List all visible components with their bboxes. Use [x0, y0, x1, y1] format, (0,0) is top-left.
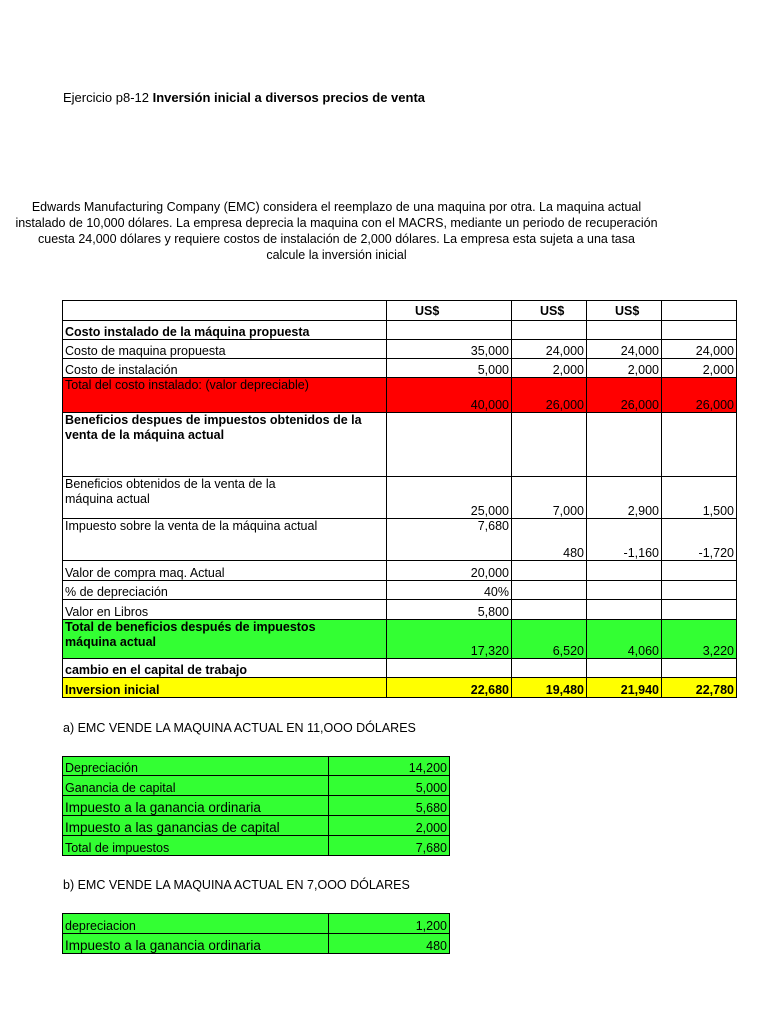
row-value: [662, 600, 737, 620]
header-cell: US$: [587, 301, 662, 321]
initial-investment-row: [63, 678, 737, 698]
row-label: Impuesto a las ganancias de capital: [63, 816, 329, 836]
table-row: [63, 581, 737, 600]
table-row: [63, 340, 737, 359]
row-value: [387, 321, 512, 340]
row-value: 1,500: [662, 477, 737, 519]
row-value: [587, 413, 662, 477]
section-a-heading: a) EMC VENDE LA MAQUINA ACTUAL EN 11,OOO DÓLARES: [63, 721, 416, 735]
row-label: Costo de instalación: [63, 359, 387, 378]
row-value: 6,520: [512, 620, 587, 659]
row-label: Valor de compra maq. Actual: [63, 561, 387, 581]
row-value: [587, 659, 662, 678]
intro-line: cuesta 24,000 dólares y requiere costos de instalación de 2,000 dólares. La empresa esta sujeta a una tasa: [38, 232, 635, 246]
header-cell: US$: [387, 301, 512, 321]
row-label: depreciacion: [63, 914, 329, 934]
row-label: Total de beneficios después de impuestos máquina actual: [63, 620, 387, 659]
row-value: 2,000: [512, 359, 587, 378]
row-label: Total de impuestos: [63, 836, 329, 856]
section-b-table: [62, 913, 450, 954]
header-cell: US$: [512, 301, 587, 321]
row-value: 24,000: [662, 340, 737, 359]
exercise-title-prefix: Ejercicio p8-12: [63, 90, 153, 105]
row-label: Impuesto sobre la venta de la máquina actual: [63, 519, 387, 561]
row-value: 40%: [387, 581, 512, 600]
table-row: [63, 659, 737, 678]
intro-line: instalado de 10,000 dólares. La empresa deprecia la maquina con el MACRS, mediante un periodo de recuperación: [15, 216, 658, 230]
row-value: [662, 413, 737, 477]
section-b-heading: b) EMC VENDE LA MAQUINA ACTUAL EN 7,OOO DÓLARES: [63, 878, 410, 892]
row-label: Impuesto a la ganancia ordinaria: [63, 934, 329, 954]
row-value: 26,000: [512, 378, 587, 413]
row-label: Ganancia de capital: [63, 776, 329, 796]
row-label: Depreciación: [63, 757, 329, 776]
investment-table: [62, 300, 737, 698]
row-value: [587, 600, 662, 620]
header-cell: [63, 301, 387, 321]
row-value: [587, 581, 662, 600]
row-value: 7,000: [512, 477, 587, 519]
row-value: 25,000: [387, 477, 512, 519]
row-value: 22,680: [387, 678, 512, 698]
row-value: 21,940: [587, 678, 662, 698]
row-value: 7,680: [329, 836, 450, 856]
row-value: 24,000: [587, 340, 662, 359]
table-row: [63, 561, 737, 581]
section-a-table: [62, 756, 450, 856]
table-row: [63, 914, 450, 934]
row-label: Inversion inicial: [63, 678, 387, 698]
row-value: 17,320: [387, 620, 512, 659]
row-label: % de depreciación: [63, 581, 387, 600]
row-value: [587, 321, 662, 340]
total-benefits-row: [63, 620, 737, 659]
row-value: [387, 413, 512, 477]
exercise-title: [63, 90, 425, 105]
row-label: Total del costo instalado: (valor depreciable): [63, 378, 387, 413]
row-value: 3,220: [662, 620, 737, 659]
table-row: [63, 359, 737, 378]
row-value: [512, 413, 587, 477]
exercise-title-text: Inversión inicial a diversos precios de venta: [152, 90, 425, 105]
row-label: Costo instalado de la máquina propuesta: [63, 321, 387, 340]
table-row: [63, 796, 450, 816]
row-value: 2,000: [587, 359, 662, 378]
intro-line: Edwards Manufacturing Company (EMC) considera el reemplazo de una maquina por otra. La maquina actual: [31, 200, 642, 214]
row-value: [512, 659, 587, 678]
row-value: [387, 659, 512, 678]
row-value: 26,000: [587, 378, 662, 413]
table-row: [63, 776, 450, 796]
row-value: 480: [512, 519, 587, 561]
row-value: 24,000: [512, 340, 587, 359]
table-row: [63, 477, 737, 519]
row-value: 26,000: [662, 378, 737, 413]
row-value: 14,200: [329, 757, 450, 776]
row-value: [662, 321, 737, 340]
row-value: 5,000: [387, 359, 512, 378]
table-row: [63, 836, 450, 856]
table-row: [63, 519, 737, 561]
table-row: [63, 816, 450, 836]
row-value: [662, 561, 737, 581]
row-label: Beneficios despues de impuestos obtenidos de la venta de la máquina actual: [63, 413, 387, 477]
row-value: 2,000: [329, 816, 450, 836]
problem-statement: [0, 199, 673, 263]
row-value: 480: [329, 934, 450, 954]
row-value: [662, 581, 737, 600]
row-value: 7,680: [387, 519, 512, 561]
row-value: 35,000: [387, 340, 512, 359]
row-value: 40,000: [387, 378, 512, 413]
row-value: 1,200: [329, 914, 450, 934]
table-row: [63, 600, 737, 620]
row-value: [587, 561, 662, 581]
table-row: [63, 321, 737, 340]
row-value: 2,900: [587, 477, 662, 519]
row-value: [512, 561, 587, 581]
row-value: 2,000: [662, 359, 737, 378]
intro-line: calcule la inversión inicial: [266, 248, 407, 262]
row-value: 19,480: [512, 678, 587, 698]
header-cell: [662, 301, 737, 321]
row-value: 5,000: [329, 776, 450, 796]
row-value: -1,160: [587, 519, 662, 561]
row-value: 4,060: [587, 620, 662, 659]
total-installed-row: [63, 378, 737, 413]
row-value: 5,680: [329, 796, 450, 816]
row-value: -1,720: [662, 519, 737, 561]
row-value: [512, 581, 587, 600]
row-label: Impuesto a la ganancia ordinaria: [63, 796, 329, 816]
table-row: [63, 934, 450, 954]
row-label: Costo de maquina propuesta: [63, 340, 387, 359]
row-label: Beneficios obtenidos de la venta de la máquina actual: [63, 477, 387, 519]
table-header-row: [63, 301, 737, 321]
row-value: 22,780: [662, 678, 737, 698]
table-row: [63, 757, 450, 776]
row-label: cambio en el capital de trabajo: [63, 659, 387, 678]
row-value: [662, 659, 737, 678]
row-value: [512, 321, 587, 340]
row-value: 5,800: [387, 600, 512, 620]
row-label: Valor en Libros: [63, 600, 387, 620]
row-value: [512, 600, 587, 620]
table-row: [63, 413, 737, 477]
row-value: 20,000: [387, 561, 512, 581]
